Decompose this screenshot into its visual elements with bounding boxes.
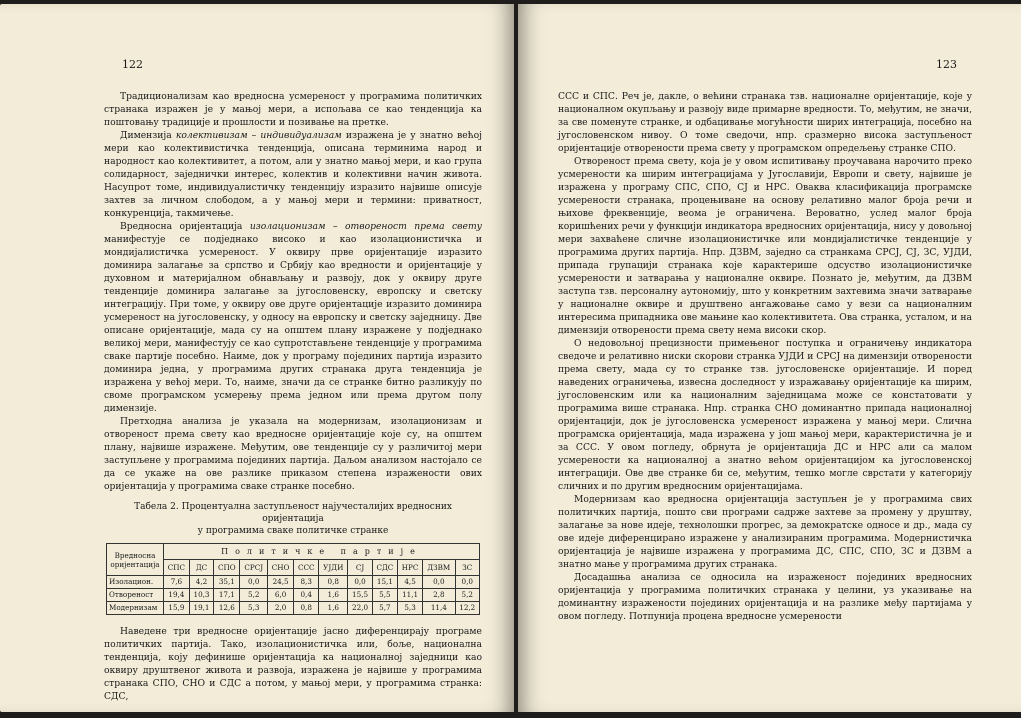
table-cell: 0,4 [294, 589, 319, 602]
table-cell: 19,1 [189, 602, 213, 615]
table-column-header: ЗС [455, 560, 479, 576]
paragraph [104, 90, 482, 129]
paragraph [104, 129, 482, 220]
table-cell: 5,3 [398, 602, 423, 615]
table-row [107, 576, 480, 589]
text-run: Претходна анализа је указала на модернизам, изолационизам и отвореност према свету као вредносне оријентације које су, на општем плану, највише изражене. Међутим, ове тенденције су у различитој мери заступљене у програмима појединих партија. Даљом анализом настојало се да се укаже на ове разлике приказом степена изражености ових оријентација у програмима сваке странке посебно. [104, 416, 482, 492]
left-page [0, 4, 514, 712]
table-cell: 8,3 [294, 576, 319, 589]
table-cell: 5,2 [455, 589, 479, 602]
table-column-header: ДС [189, 560, 213, 576]
table-body [107, 576, 480, 615]
right-page [518, 4, 1021, 712]
table-row [107, 589, 480, 602]
table-column-header: СПО [214, 560, 240, 576]
table-group-header: Политичке партије [164, 544, 480, 560]
table-caption [104, 501, 482, 537]
paragraph: Отвореност према свету, која је у овом испитивању проучавана нарочито преко усмерености ка ширим интеграцијама у Југославији, Европи и свету, највише је изражена у програму СПС, СПО, СЈ и НРС. Оваква класификација програмске усмерености странака, процењиване на основу релативно малог броја речи и њихове фреквенције, веома је ограничена. Вероватно, услед малог броја коришћених речи у функцији индикатора вредносних оријентација, нису у довољној мери захваћене сличне изолационистичке или мондијалистичке тенденције у програмима других партија. Нпр. ДЗВМ, заједно са странкама СРСЈ, СЈ, ЗС, УЈДИ, припада групацији странака које карактерише одсуство изолационистичке усмерености и затварања у националне оквире. Познато је, међутим, да ДЗВМ заступа тзв. персоналну аутономију, што у конкретним захтевима значи затварање у националне оквире и друштвено ангажовање само у вези са националним интересима припадника ове мањине као колективитета. Ова странка, усталом, и на димензији отворености према свету нема високи скор. [558, 156, 972, 336]
table-cell: 2,8 [423, 589, 455, 602]
table-row-label: Изолацион. [107, 576, 164, 589]
table-cell: 5,3 [240, 602, 268, 615]
table-cell: 15,5 [348, 589, 372, 602]
table-cell: 0,0 [240, 576, 268, 589]
text-run: Вредносна оријентација [120, 221, 250, 232]
text-run: манифестује се подједнако високо и као изолационистичка и мондијалистичка усмереност. У оквиру прве оријентације изразито доминира залагање за српство и Србију као вредности и оријентације у духовном и материјалном обнављању и развоју, док у оквиру друге тенденције доминира залагање за југословенску, европску и светску интеграцију. При томе, у оквиру ове друге оријентације изразито доминира усмереност на југословенску, у односу на европску и светску заједницу. Две описане оријентације, мада су на општем плану изражене у подједнако великој мери, манифестују се као супротстављене тенденције у програмима сваке партије посебно. Наиме, док у програму појединих партија изразито доминира једна, у програмима других странака друга тенденција је изражена у већој мери. То, наиме, значи да се странке битно разликују по своме програмском усмерењу према једном или према другом полу димензије. [104, 234, 482, 414]
table-cell: 1,6 [319, 602, 348, 615]
table-cell: 10,3 [189, 589, 213, 602]
table-column-header: СЈ [348, 560, 372, 576]
table-cell: 11,4 [423, 602, 455, 615]
table-cell: 0,8 [319, 576, 348, 589]
left-text-column [104, 90, 482, 703]
table-column-header: ДЗВМ [423, 560, 455, 576]
italic-term: изолационизам – отвореност према свету [249, 221, 482, 232]
table-row [107, 602, 480, 615]
table-column-header: СРСЈ [240, 560, 268, 576]
table-cell: 15,9 [164, 602, 190, 615]
table-cell: 4,2 [189, 576, 213, 589]
table-row-header: Вредносна оријентација [107, 544, 164, 576]
paragraph: ССС и СПС. Реч је, дакле, о већини странака тзв. националне оријентације, које у националном окупљању и развоју виде примарне вредности. То, међутим, не значи, за све поменуте странке, и одбацивање могућности ширих интеграција, посебно на југословенском нивоу. О томе сведочи, нпр. сразмерно висока заступљеност оријентације отворености према свету у програмском опредељењу странке СПО. [558, 91, 972, 154]
paragraph [104, 625, 482, 703]
table-cell: 5,7 [372, 602, 397, 615]
table-cell: 12,6 [214, 602, 240, 615]
table-cell: 7,6 [164, 576, 190, 589]
table-cell: 2,0 [267, 602, 293, 615]
table-column-header: НРС [398, 560, 423, 576]
table-cell: 12,2 [455, 602, 479, 615]
table-cell: 24,5 [267, 576, 293, 589]
table-column-header: СПС [164, 560, 190, 576]
table-cell: 17,1 [214, 589, 240, 602]
text-run: изражена је у знатно већој мери као колективистичка тенденција, описана терминима народ и народност као колективитет, а потом, али у знатно мањој мери, и као група солидарност, заједнички интерес, колектив и колективни начин живота. Насупрот томе, индивидуалистичку тенденцију изразито највише описује захтев за личном слободом, а у мањој мери и термини: приватност, конкуренција, такмичење. [104, 130, 482, 219]
table-caption-line2: у програмима сваке политичке странке [197, 526, 389, 536]
table-column-header: УЈДИ [319, 560, 348, 576]
text-run: Традиционализам као вредносна усмереност у програмима политичких странака изражен је у мањој мери, а испољава се као тенденција ка поштовању традиције и прошлости и позивање на претке. [104, 91, 482, 128]
table-caption-line1: Табела 2. Процентуална заступљеност најучесталијих вредносних оријентација [134, 502, 452, 524]
values-table [106, 543, 480, 615]
table-cell: 35,1 [214, 576, 240, 589]
table-cell: 5,2 [240, 589, 268, 602]
paragraph [104, 220, 482, 415]
table-row-label: Модернизам [107, 602, 164, 615]
table-column-header: СНО [267, 560, 293, 576]
table-cell: 0,0 [348, 576, 372, 589]
paragraph: Модернизам као вредносна оријентација заступљен је у програмима свих политичких партија, пошто сви програми садрже захтеве за промену у друштву, залагање за нове идеје, технолошки прогрес, за демократске односе и др., мада су ове идеје диференцирано изражене у анализираним програмима. Модернистичка оријентација је највише изражена у програмима ДС, СПС, СПО, ЗС и ДЗВМ а знатно мање у програмима других странака. [558, 494, 972, 570]
table-column-header: СДС [372, 560, 397, 576]
table-cell: 5,5 [372, 589, 397, 602]
table-cell: 6,0 [267, 589, 293, 602]
table-row-label: Отвореност [107, 589, 164, 602]
left-paragraphs-before [104, 90, 482, 493]
text-run: Димензија [120, 130, 176, 141]
right-text-column [558, 90, 972, 623]
table-cell: 0,0 [423, 576, 455, 589]
table-column-header: ССС [294, 560, 319, 576]
table-cell: 1,6 [319, 589, 348, 602]
page-number-right: 123 [936, 58, 957, 71]
paragraph [104, 415, 482, 493]
table-cell: 19,4 [164, 589, 190, 602]
table-cell: 4,5 [398, 576, 423, 589]
table-cell: 0,0 [455, 576, 479, 589]
text-run: Наведене три вредносне оријентације јасно диференцирају програме политичких партија. Тако, изолационистичка или, боље, национална тенденција, коју дефинише оријентација ка националној заједници као оквиру друштвеног живота и развоја, изражена је највише у програмима странака СПО, СНО и СДС а потом, у мањој мери, у програмима странка: СДС, [104, 626, 482, 702]
page-number-left: 122 [122, 58, 143, 71]
italic-term: колективизам – индивидуализам [175, 130, 342, 141]
table-cell: 0,8 [294, 602, 319, 615]
table-cell: 15,1 [372, 576, 397, 589]
paragraph: О недовољној прецизности примењеног поступка и ограничењу индикатора сведоче и релативно ниски скорови странка УЈДИ и СРСЈ на димензији отворености према свету, мада су то странке тзв. југословенске оријентације. И поред наведених ограничења, извесна доследност у изражавању оријентације ка ширим, југословенским или ка националним заједницама може се констатовати у програмима више странака. Нпр. странка СНО доминантно припада националној оријентацији, док је југословенска усмереност изражена у мањој мери. Слична програмска оријентација, мада изражена у још мањој мери, карактеристична је и за ССС. У овом погледу, обрнута је оријентација ДС и НРС али са малом усмерености ка националној а знатно већом оријентацијом ка југословенској интеграцији. Ове две странке би се, међутим, тешко могле сврстати у категорију сличних и по другим вредносним оријентацијама. [558, 338, 972, 492]
table-cell: 11,1 [398, 589, 423, 602]
left-paragraphs-after [104, 625, 482, 703]
table-cell: 22,0 [348, 602, 372, 615]
paragraph: Досадашња анализа се односила на изражeност појединих вредносних оријентација у програмима политичких странака у целини, уз указивање на доминантну изражености појединих оријентација и на разлике међу партијама у овом погледу. Потпунија процена вредносне усмерености [558, 572, 972, 622]
